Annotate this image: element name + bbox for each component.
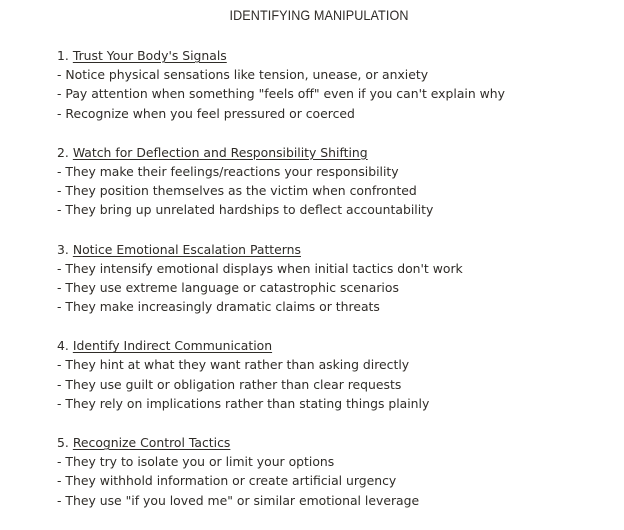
section-number: 4. — [57, 338, 69, 354]
section-heading — [57, 143, 617, 162]
list-item: - They bring up unrelated hardships to deflect accountability — [57, 202, 434, 218]
section-3 — [57, 240, 617, 317]
list-item: - They use "if you loved me" or similar emotional leverage — [57, 492, 420, 508]
list-item: - Notice physical sensations like tension, unease, or anxiety — [57, 67, 429, 83]
section-title: Recognize Control Tactics — [72, 435, 231, 450]
list-item: - Recognize when you feel pressured or coerced — [57, 105, 355, 121]
section-2 — [57, 143, 617, 220]
list-item: - They rely on implications rather than stating things plainly — [57, 395, 430, 411]
list-item: - Pay attention when something "feels off" even if you can't explain why — [57, 86, 505, 102]
section-heading — [57, 336, 617, 355]
section-heading — [57, 433, 617, 452]
list-item: - They use guilt or obligation rather than clear requests — [57, 376, 402, 392]
list-item: - They position themselves as the victim when confronted — [57, 183, 417, 199]
list-item: - They make increasingly dramatic claims or threats — [57, 299, 380, 315]
list-item: - They use extreme language or catastrophic scenarios — [57, 279, 399, 295]
section-5 — [57, 433, 617, 510]
list-item: - They make their feelings/reactions your responsibility — [57, 163, 399, 179]
section-title: Notice Emotional Escalation Patterns — [72, 241, 301, 257]
section-title: Watch for Deflection and Responsibility Shifting — [72, 144, 368, 160]
list-item: - They withhold information or create artificial urgency — [57, 473, 397, 489]
list-item: - They hint at what they want rather than asking directly — [57, 357, 410, 373]
section-number: 2. — [57, 144, 69, 160]
section-number: 1. — [57, 48, 69, 63]
section-number: 5. — [57, 435, 69, 450]
section-4 — [57, 336, 617, 413]
section-heading — [57, 240, 617, 259]
section-title: Trust Your Body's Signals — [72, 48, 227, 63]
page-title: IDENTIFYING MANIPULATION — [229, 7, 409, 23]
section-list — [57, 46, 617, 530]
list-item: - They intensify emotional displays when initial tactics don't work — [57, 260, 463, 276]
section-1 — [57, 46, 617, 123]
section-title: Identify Indirect Communication — [72, 338, 273, 354]
section-number: 3. — [57, 241, 69, 257]
section-heading — [57, 46, 617, 65]
list-item: - They try to isolate you or limit your options — [57, 454, 335, 470]
